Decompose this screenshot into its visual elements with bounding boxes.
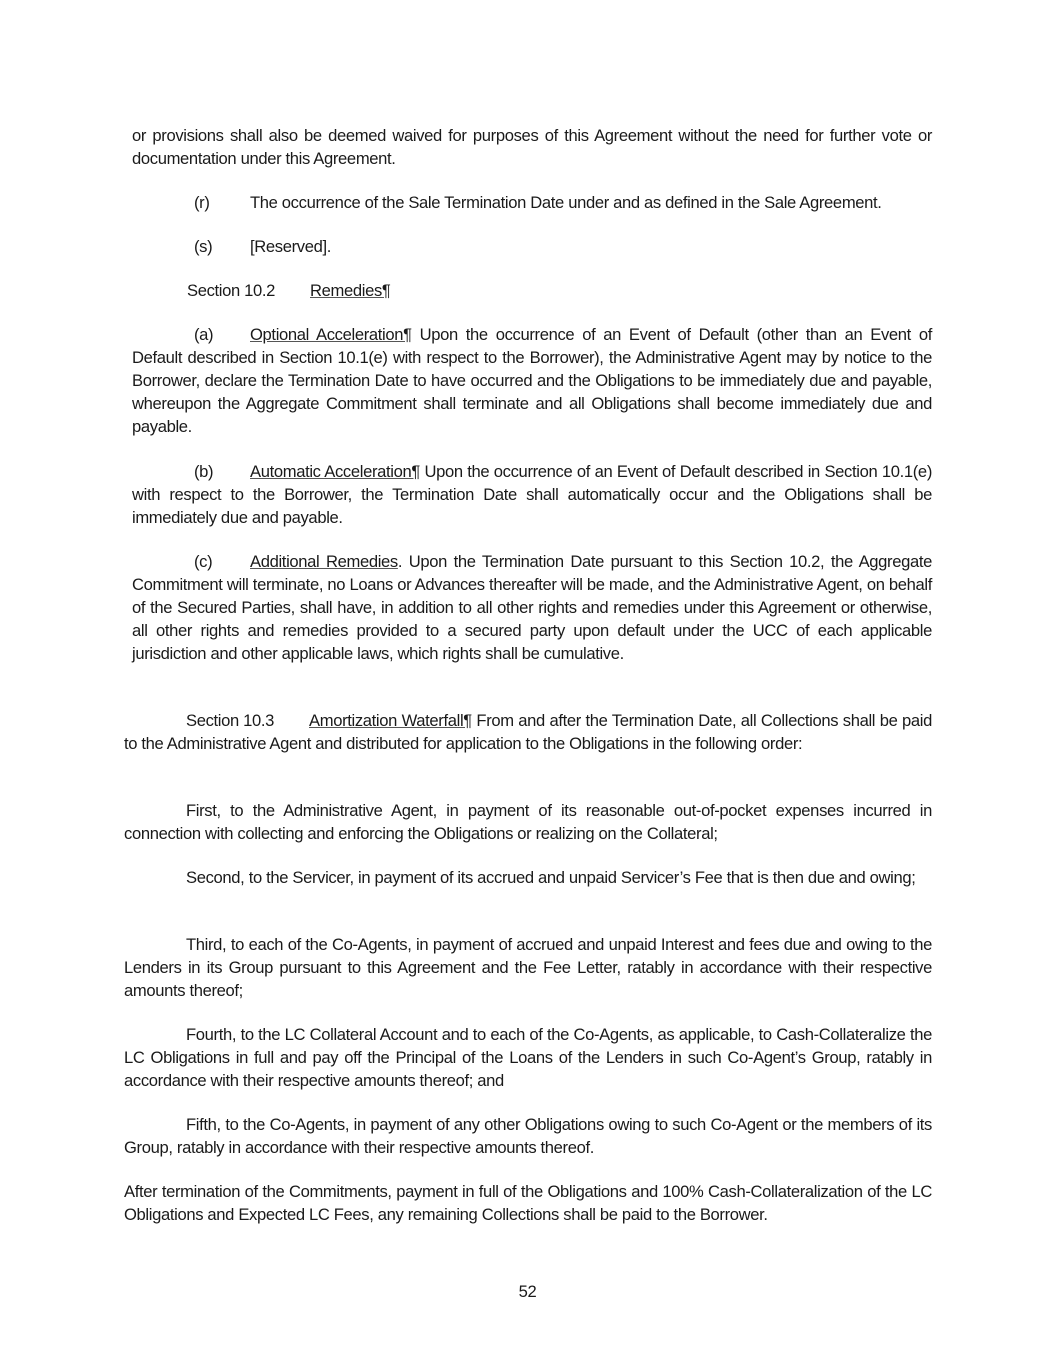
after-termination-paragraph: After termination of the Commitments, payment in full of the Obligations and 100% Cash-Collateralization of the LC Obligations and Expected LC Fees, any remaining Collections shall be paid to the Borrower. [124, 1182, 932, 1224]
clause-text: Upon the occurrence of an Event of Default (other than an Event of Default described in Section 10.1(e) with respect to the Borrower), the Administrative Agent may by notice to the Borrower, declare the Termination Date to have occurred and the Obligations to be immediately due and payable, whereupon the Aggregate Commitment shall terminate and all Obligations shall become immediately due and payable. [132, 325, 932, 436]
clause-b [132, 460, 932, 529]
clause-title: Optional Acceleration¶ [250, 325, 412, 344]
clause-text: . Upon the Termination Date pursuant to this Section 10.2, the Aggregate Commitment will terminate, no Loans or Advances thereafter will be made, and the Administrative Agent, on behalf of the Secured Parties, shall have, in addition to all other rights and remedies under this Agreement or otherwise, all other rights and remedies provided to a secured party upon default under the UCC of each applicable jurisdiction and other applicable laws, which rights shall be cumulative. [132, 552, 933, 663]
waterfall-second: Second, to the Servicer, in payment of its accrued and unpaid Servicer’s Fee that is then due and owing; [186, 868, 916, 887]
clause-title: Additional Remedies [250, 552, 398, 571]
clause-label: (c) [194, 552, 213, 571]
clause-label: (s) [194, 237, 213, 256]
section-10-3 [124, 709, 932, 755]
clause-title: Automatic Acceleration¶ [250, 462, 420, 481]
clause-label: (b) [194, 462, 214, 481]
section-title: Amortization Waterfall¶ [309, 711, 472, 730]
clause-s [194, 235, 331, 258]
waterfall-fourth: Fourth, to the LC Collateral Account and to each of the Co-Agents, as applicable, to Cash-Collateralize the LC Obligations in full and pay off the Principal of the Loans of the Lenders in such Co-Agent’s Group, ratably in accordance with their respective amounts thereof; and [124, 1025, 932, 1090]
clause-text: [Reserved]. [250, 237, 331, 256]
section-10-2-heading [187, 279, 390, 302]
section-text: From and after the Termination Date, all Collections shall be paid to the Administrative Agent and distributed for application to the Obligations in the following order: [124, 711, 932, 753]
clause-c [132, 550, 932, 665]
clause-label: (r) [194, 193, 210, 212]
waterfall-fifth: Fifth, to the Co-Agents, in payment of any other Obligations owing to such Co-Agent or the members of its Group, ratably in accordance with their respective amounts thereof. [124, 1115, 932, 1157]
section-title: Remedies¶ [310, 281, 391, 300]
page-number: 52 [518, 1282, 537, 1301]
clause-a [132, 323, 932, 438]
clause-text: The occurrence of the Sale Termination Date under and as defined in the Sale Agreement. [250, 193, 882, 212]
section-number: Section 10.2 [187, 281, 276, 300]
paragraph-continuation: or provisions shall also be deemed waived for purposes of this Agreement without the need for further vote or documentation under this Agreement. [132, 126, 932, 168]
clause-label: (a) [194, 325, 214, 344]
waterfall-third: Third, to each of the Co-Agents, in payment of accrued and unpaid Interest and fees due and owing to the Lenders in its Group pursuant to this Agreement and the Fee Letter, ratably in accordance with their respective amounts thereof; [124, 935, 932, 1000]
clause-text: Upon the occurrence of an Event of Default described in Section 10.1(e) with respect to the Borrower, the Termination Date shall automatically occur and the Obligations shall be immediately due and payable. [132, 462, 932, 527]
waterfall-first: First, to the Administrative Agent, in payment of its reasonable out-of-pocket expenses incurred in connection with collecting and enforcing the Obligations or realizing on the Collateral; [124, 801, 932, 843]
section-number: Section 10.3 [186, 711, 275, 730]
clause-r [194, 191, 954, 214]
